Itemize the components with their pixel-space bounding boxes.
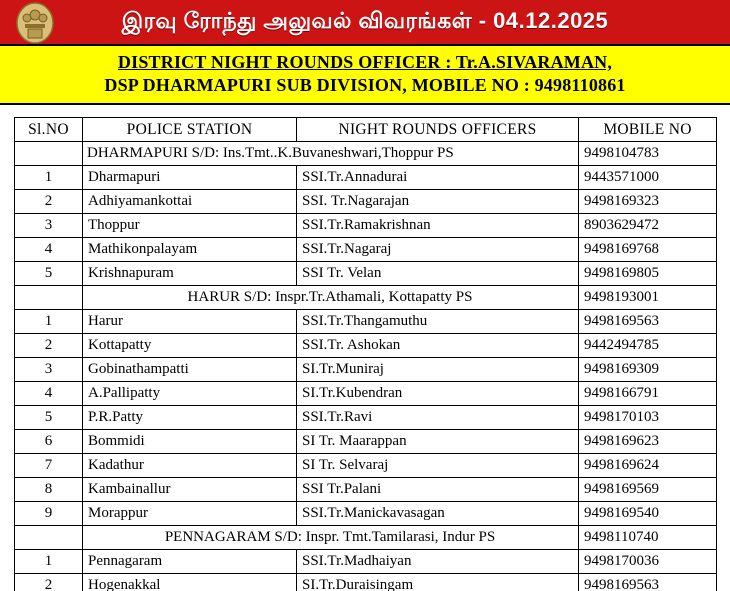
cell-officer: SSI.Tr.Ramakrishnan [297, 214, 579, 238]
cell-officer: SSI.Tr.Manickavasagan [297, 502, 579, 526]
cell-station: Dharmapuri [83, 166, 297, 190]
subtitle-block [0, 46, 730, 105]
cell-station: Harur [83, 310, 297, 334]
table-row [15, 406, 717, 430]
cell-slno: 1 [15, 166, 83, 190]
cell-section-title: DHARMAPURI S/D: Ins.Tmt..K.Buvaneshwari,Thoppur PS [83, 142, 579, 166]
cell-slno: 2 [15, 190, 83, 214]
night-rounds-table [14, 117, 717, 591]
cell-slno: 1 [15, 550, 83, 574]
cell-officer: SSI.Tr.Ravi [297, 406, 579, 430]
cell-officer: SSI.Tr.Nagaraj [297, 238, 579, 262]
table-row [15, 550, 717, 574]
table-row [15, 382, 717, 406]
cell-officer: SI.Tr.Muniraj [297, 358, 579, 382]
cell-slno: 2 [15, 334, 83, 358]
cell-station: Mathikonpalayam [83, 238, 297, 262]
cell-officer: SI.Tr.Duraisingam [297, 574, 579, 591]
sub-division-line: DSP DHARMAPURI SUB DIVISION, MOBILE NO : 9498110861 [104, 74, 626, 95]
column-header-police-station: POLICE STATION [83, 118, 297, 142]
table-row [15, 310, 717, 334]
cell-station: Kadathur [83, 454, 297, 478]
column-header-officers: NIGHT ROUNDS OFFICERS [297, 118, 579, 142]
cell-station: Hogenakkal [83, 574, 297, 591]
table-section-row [15, 142, 717, 166]
table-row [15, 574, 717, 591]
table-row [15, 502, 717, 526]
table-row [15, 166, 717, 190]
table-row [15, 454, 717, 478]
cell-mobile: 9498169323 [579, 190, 717, 214]
cell-station: Bommidi [83, 430, 297, 454]
district-officer-line: DISTRICT NIGHT ROUNDS OFFICER : Tr.A.SIVARAMAN, [117, 52, 613, 72]
cell-section-title: HARUR S/D: Inspr.Tr.Athamali, Kottapatty PS [83, 286, 579, 310]
table-row [15, 214, 717, 238]
cell-mobile: 9443571000 [579, 166, 717, 190]
table-row [15, 262, 717, 286]
cell-station: Krishnapuram [83, 262, 297, 286]
cell-mobile: 9498169805 [579, 262, 717, 286]
cell-slno: 4 [15, 238, 83, 262]
cell-mobile: 9498170036 [579, 550, 717, 574]
table-section-row [15, 526, 717, 550]
cell-officer: SSI.Tr.Thangamuthu [297, 310, 579, 334]
cell-officer: SI.Tr.Kubendran [297, 382, 579, 406]
cell-officer: SSI Tr. Velan [297, 262, 579, 286]
cell-mobile: 9498169309 [579, 358, 717, 382]
cell-mobile: 9498169563 [579, 574, 717, 591]
rounds-table-container [0, 105, 730, 591]
title-banner [0, 0, 730, 46]
cell-mobile: 9498169624 [579, 454, 717, 478]
table-row [15, 190, 717, 214]
cell-officer: SSI.Tr.Madhaiyan [297, 550, 579, 574]
cell-officer: SSI. Tr.Nagarajan [297, 190, 579, 214]
cell-mobile: 9498170103 [579, 406, 717, 430]
cell-slno: 2 [15, 574, 83, 591]
cell-officer: SI Tr. Maarappan [297, 430, 579, 454]
cell-slno [15, 286, 83, 310]
cell-mobile: 9498169623 [579, 430, 717, 454]
cell-mobile: 9498193001 [579, 286, 717, 310]
table-row [15, 358, 717, 382]
cell-officer: SI Tr. Selvaraj [297, 454, 579, 478]
cell-mobile: 9498166791 [579, 382, 717, 406]
cell-mobile: 9498169768 [579, 238, 717, 262]
cell-station: Thoppur [83, 214, 297, 238]
cell-station: Adhiyamankottai [83, 190, 297, 214]
cell-slno [15, 142, 83, 166]
cell-station: P.R.Patty [83, 406, 297, 430]
cell-section-title: PENNAGARAM S/D: Inspr. Tmt.Tamilarasi, Indur PS [83, 526, 579, 550]
cell-slno: 1 [15, 310, 83, 334]
cell-slno [15, 526, 83, 550]
cell-slno: 9 [15, 502, 83, 526]
cell-slno: 6 [15, 430, 83, 454]
table-header-row [15, 118, 717, 142]
cell-mobile: 9498104783 [579, 142, 717, 166]
cell-slno: 5 [15, 262, 83, 286]
cell-mobile: 9498110740 [579, 526, 717, 550]
table-body [15, 142, 717, 591]
cell-slno: 8 [15, 478, 83, 502]
cell-slno: 7 [15, 454, 83, 478]
cell-mobile: 9498169540 [579, 502, 717, 526]
cell-slno: 5 [15, 406, 83, 430]
table-row [15, 430, 717, 454]
cell-officer: SSI.Tr. Ashokan [297, 334, 579, 358]
cell-mobile: 8903629472 [579, 214, 717, 238]
cell-station: Kambainallur [83, 478, 297, 502]
cell-station: Morappur [83, 502, 297, 526]
cell-officer: SSI Tr.Palani [297, 478, 579, 502]
cell-station: Kottapatty [83, 334, 297, 358]
column-header-slno: Sl.NO [15, 118, 83, 142]
table-row [15, 238, 717, 262]
cell-mobile: 9498169563 [579, 310, 717, 334]
cell-slno: 3 [15, 358, 83, 382]
cell-mobile: 9442494785 [579, 334, 717, 358]
cell-station: Gobinathampatti [83, 358, 297, 382]
cell-station: Pennagaram [83, 550, 297, 574]
cell-slno: 3 [15, 214, 83, 238]
column-header-mobile: MOBILE NO [579, 118, 717, 142]
table-row [15, 334, 717, 358]
state-emblem-icon [14, 1, 56, 45]
banner-title: இரவு ரோந்து அலுவல் விவரங்கள் - 04.12.2025 [121, 7, 609, 33]
cell-slno: 4 [15, 382, 83, 406]
table-row [15, 478, 717, 502]
cell-officer: SSI.Tr.Annadurai [297, 166, 579, 190]
table-section-row [15, 286, 717, 310]
cell-station: A.Pallipatty [83, 382, 297, 406]
cell-mobile: 9498169569 [579, 478, 717, 502]
